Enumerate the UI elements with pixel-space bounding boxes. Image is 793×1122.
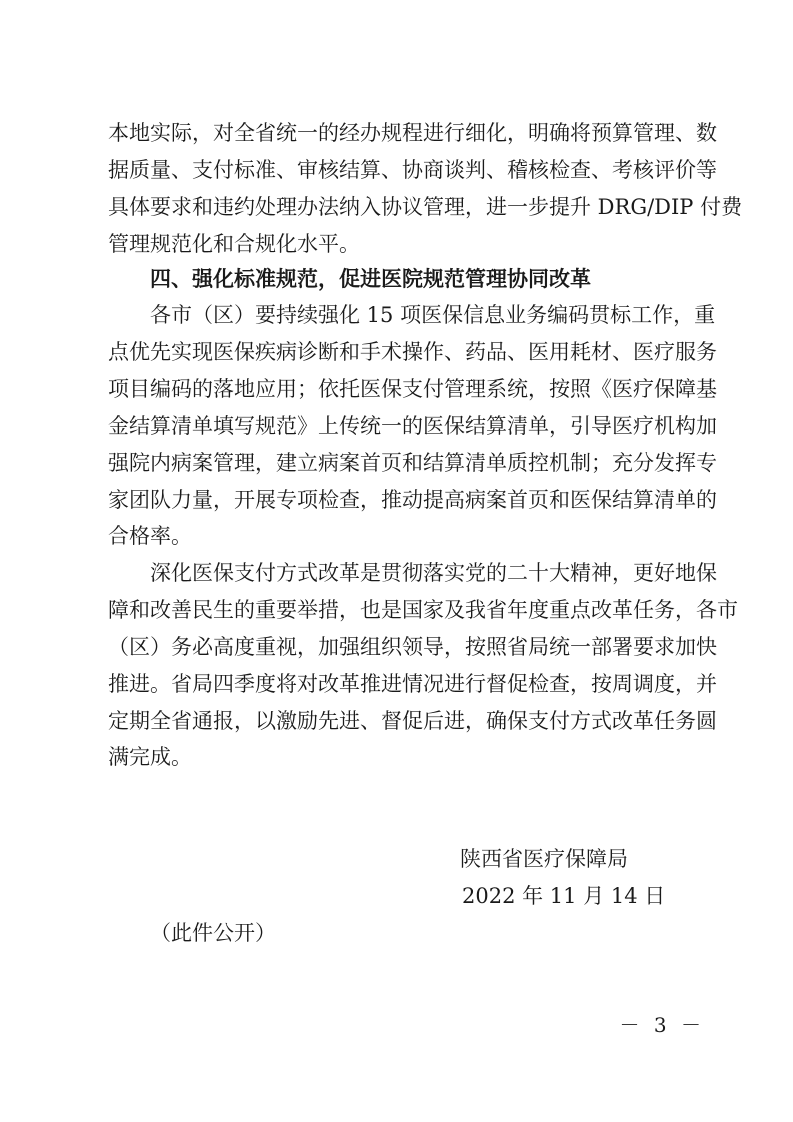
paragraph-line: 定期全省通报，以激励先进、督促后进，确保支付方式改革任务圆 bbox=[108, 709, 717, 733]
paragraph-line: 本地实际，对全省统一的经办规程进行细化，明确将预算管理、数 bbox=[108, 121, 717, 145]
paragraph-line: 合格率。 bbox=[108, 524, 192, 548]
disclosure-note: （此件公开） bbox=[150, 921, 276, 945]
paragraph-line: 障和改善民生的重要举措，也是国家及我省年度重点改革任务，各市 bbox=[108, 598, 738, 622]
paragraph-line: 家团队力量，开展专项检查，推动提高病案首页和医保结算清单的 bbox=[108, 488, 717, 512]
section-heading: 四、强化标准规范，促进医院规范管理协同改革 bbox=[150, 267, 591, 291]
paragraph-line: 推进。省局四季度将对改革推进情况进行督促检查，按周调度，并 bbox=[108, 672, 717, 696]
paragraph-line: 满完成。 bbox=[108, 745, 192, 769]
paragraph-line: （区）务必高度重视，加强组织领导，按照省局统一部署要求加快 bbox=[108, 635, 717, 659]
paragraph-line: 管理规范化和合规化水平。 bbox=[108, 232, 360, 256]
issuing-organization: 陕西省医疗保障局 bbox=[460, 847, 628, 871]
page-number: － 3 － bbox=[619, 1013, 705, 1037]
issue-date: 2022 年 11 月 14 日 bbox=[462, 884, 666, 908]
paragraph-line: 项目编码的落地应用；依托医保支付管理系统，按照《医疗保障基 bbox=[108, 377, 717, 401]
paragraph-line: 深化医保支付方式改革是贯彻落实党的二十大精神，更好地保 bbox=[150, 561, 717, 585]
paragraph-line: 强院内病案管理，建立病案首页和结算清单质控机制；充分发挥专 bbox=[108, 451, 717, 475]
paragraph-line: 具体要求和违约处理办法纳入协议管理，进一步提升 DRG/DIP 付费 bbox=[108, 195, 743, 219]
paragraph-line: 金结算清单填写规范》上传统一的医保结算清单，引导医疗机构加 bbox=[108, 414, 717, 438]
paragraph-line: 各市（区）要持续强化 15 项医保信息业务编码贯标工作，重 bbox=[150, 303, 716, 327]
paragraph-line: 据质量、支付标准、审核结算、协商谈判、稽核检查、考核评价等 bbox=[108, 158, 717, 182]
paragraph-line: 点优先实现医保疾病诊断和手术操作、药品、医用耗材、医疗服务 bbox=[108, 340, 717, 364]
